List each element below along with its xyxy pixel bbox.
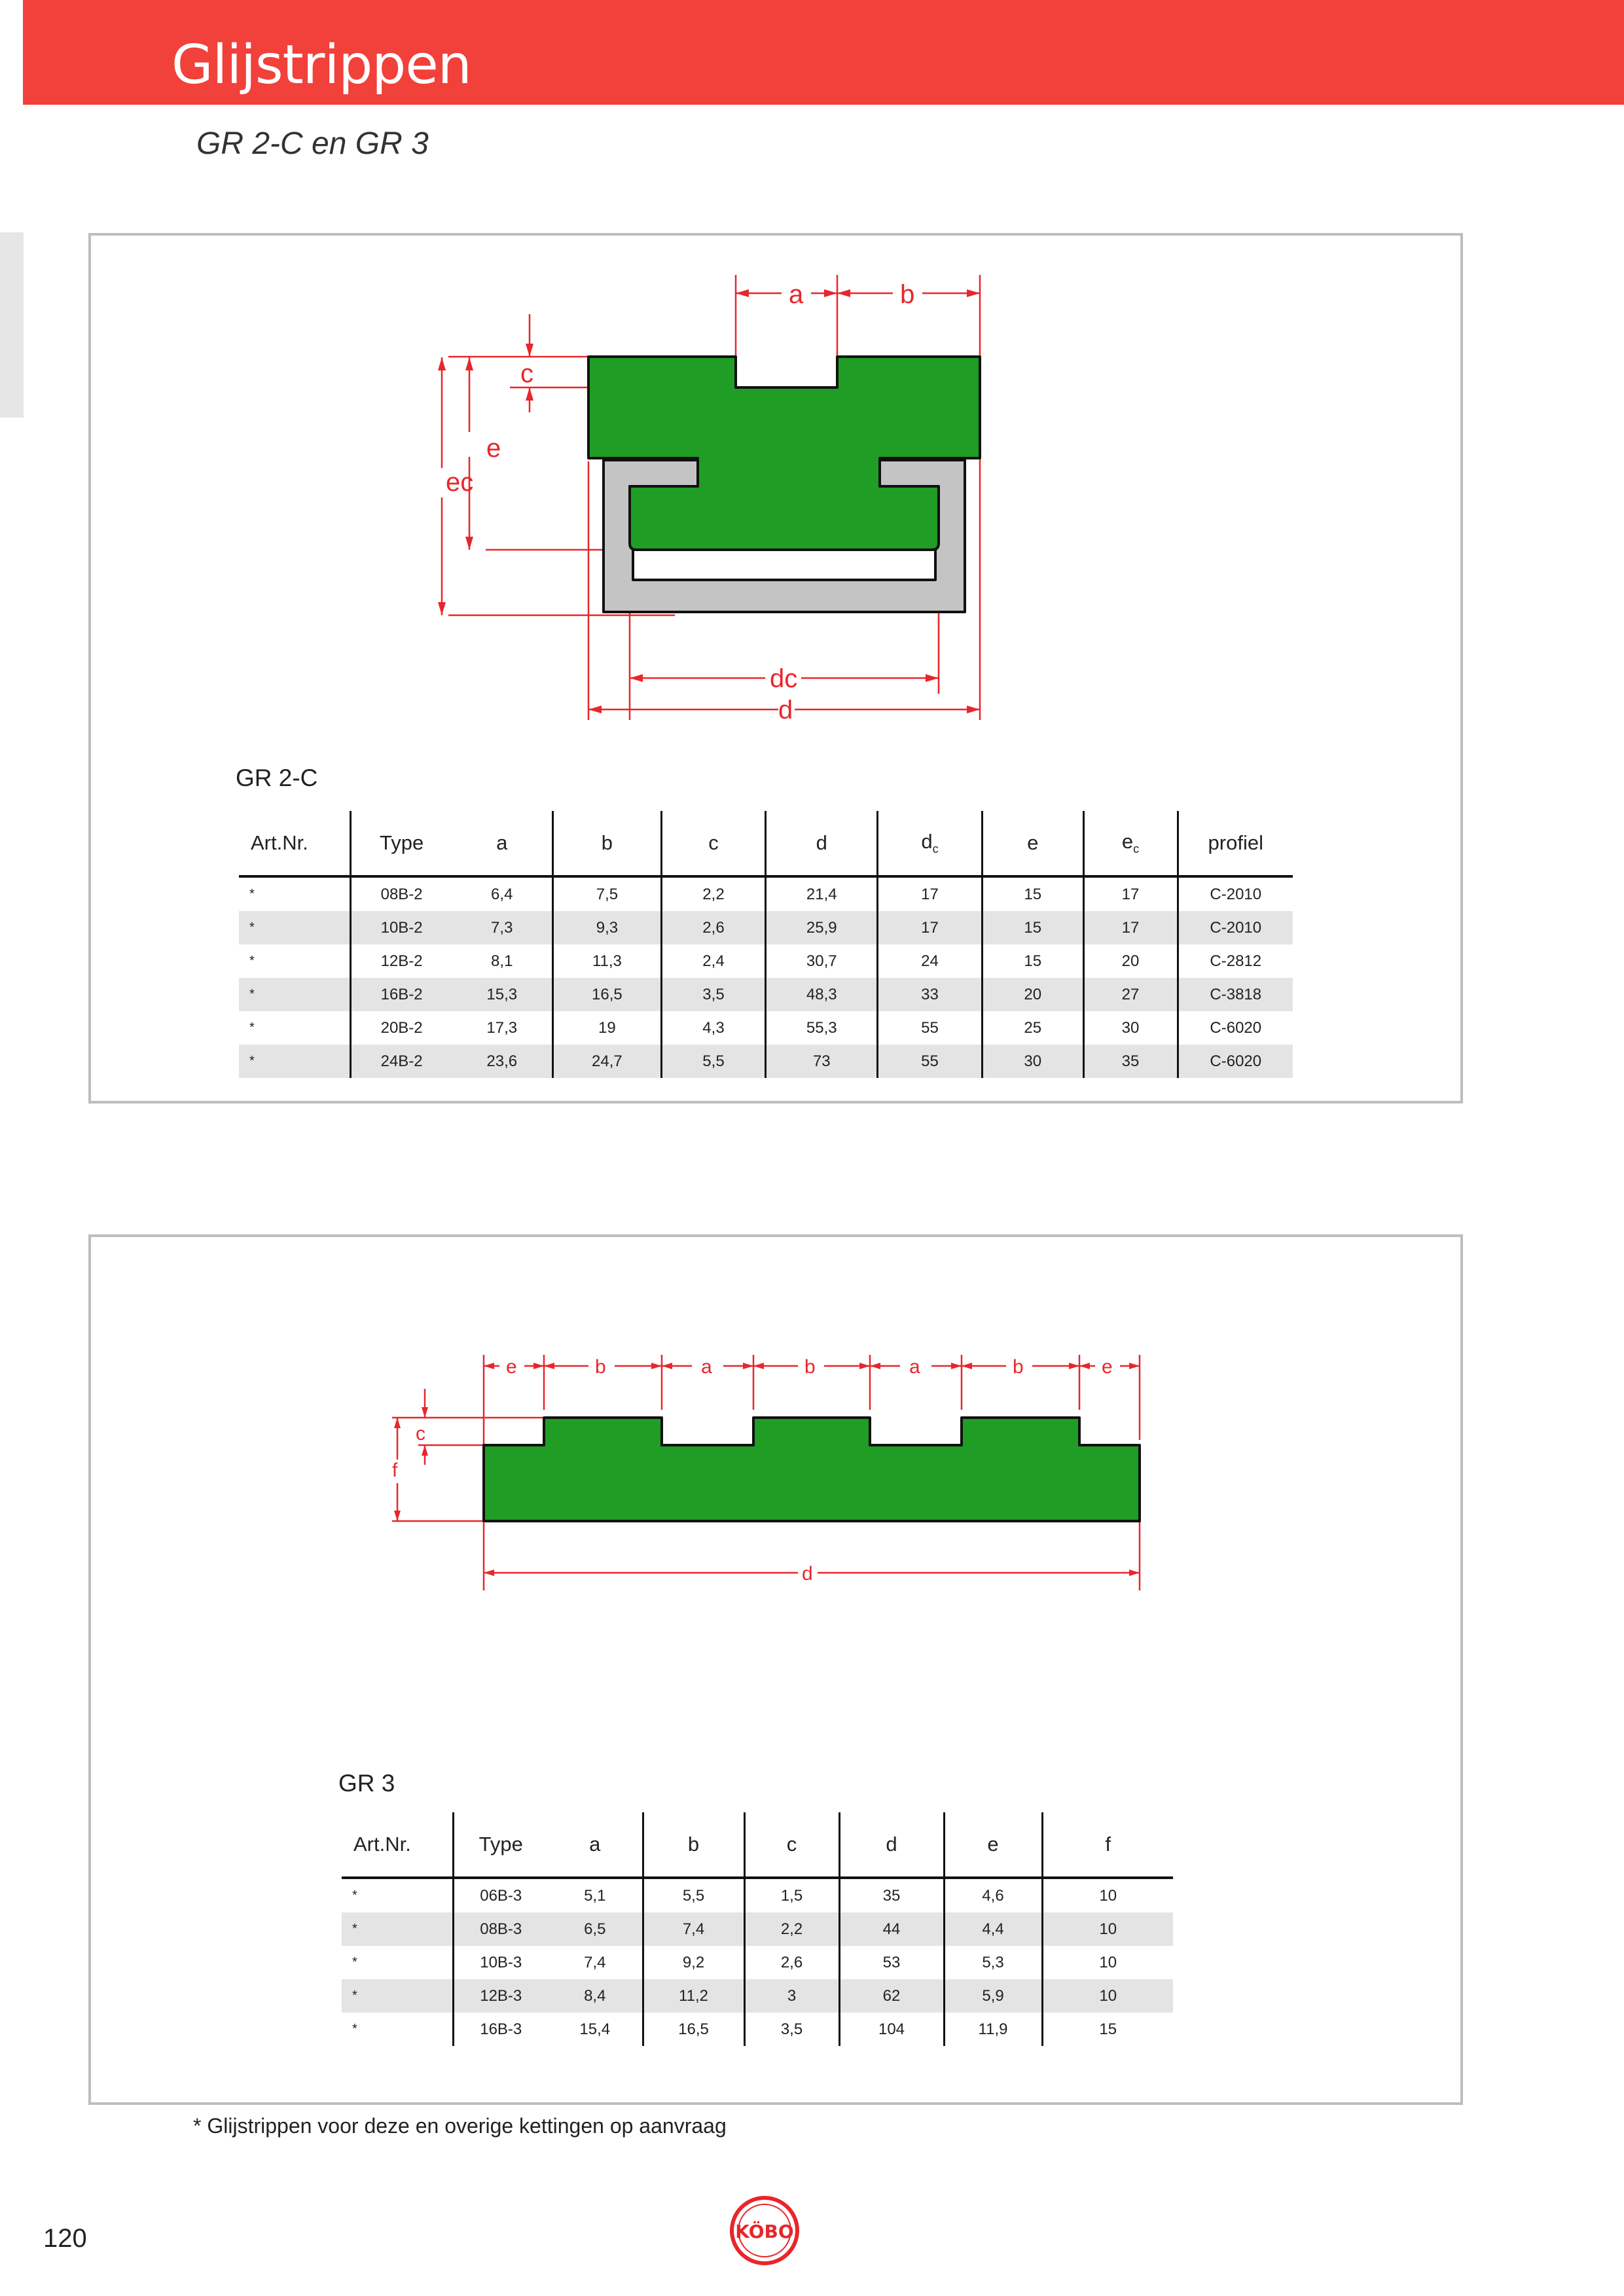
- cell-d: 62: [839, 1979, 944, 2013]
- col-header-f: f: [1105, 1833, 1111, 1856]
- cell-art: *: [239, 911, 351, 944]
- cell-type: 08B-2: [380, 885, 423, 903]
- cell-type: 20B-2: [380, 1018, 423, 1037]
- cell-dc: 55: [878, 1045, 983, 1078]
- gr2c-table-title: GR 2-C: [236, 764, 318, 791]
- col-header-e: e: [982, 811, 1083, 876]
- cell-e: 30: [982, 1045, 1083, 1078]
- table-row: [342, 1878, 1173, 1912]
- cell-b: 11,2: [643, 1979, 744, 2013]
- cell-art: *: [239, 944, 351, 978]
- cell-c: 3,5: [744, 2013, 839, 2046]
- dim-label-a-2: a: [909, 1356, 920, 1378]
- col-header-c: c: [744, 1812, 839, 1878]
- dim-label-e: e: [486, 434, 501, 463]
- cell-type: 12B-3: [453, 1979, 548, 2013]
- col-header-b: b: [553, 811, 661, 876]
- page-number: 120: [43, 2224, 87, 2253]
- dim-label-b-3: b: [1013, 1356, 1024, 1378]
- col-header-art: Art.Nr.: [239, 811, 351, 876]
- cell-art: *: [342, 1878, 453, 1912]
- cell-b: 19: [553, 1011, 661, 1045]
- dim-label-dc: dc: [770, 664, 798, 693]
- cell-art: *: [239, 876, 351, 911]
- cell-e: 4,6: [944, 1878, 1042, 1912]
- cell-a: 5,1: [548, 1878, 643, 1912]
- cell-a: 23,6: [452, 1045, 553, 1078]
- dim-label-f: f: [392, 1460, 398, 1481]
- cell-art: *: [239, 978, 351, 1011]
- cell-a: 7,3: [452, 911, 553, 944]
- cell-type: 12B-2: [380, 952, 423, 970]
- cell-art: *: [342, 1979, 453, 2013]
- cell-c: 2,2: [744, 1912, 839, 1946]
- cell-dc: 17: [878, 911, 983, 944]
- cell-dc: 17: [878, 876, 983, 911]
- gr3-table-title: GR 3: [338, 1770, 395, 1797]
- cell-c: 2,6: [661, 911, 766, 944]
- table-row: [239, 1045, 1293, 1078]
- cell-art: *: [342, 1946, 453, 1979]
- cell-a: 17,3: [452, 1011, 553, 1045]
- cell-art: *: [239, 1045, 351, 1078]
- cell-ec: 17: [1083, 876, 1178, 911]
- cell-profiel: C-2010: [1178, 911, 1293, 944]
- gr3-profile-shape: [484, 1418, 1140, 1521]
- col-header-ec-sub: c: [1133, 842, 1140, 856]
- cell-a: 6,5: [548, 1912, 643, 1946]
- cell-type: 10B-3: [480, 1953, 522, 1971]
- table-row: [239, 944, 1293, 978]
- dim-label-b-1: b: [595, 1356, 606, 1378]
- cell-d: 73: [766, 1045, 878, 1078]
- cell-e: 15: [982, 911, 1083, 944]
- cell-art: *: [342, 2013, 453, 2046]
- cell-c: 2,6: [744, 1946, 839, 1979]
- cell-f: 10: [1042, 1979, 1173, 2013]
- logo-text: KÖBO: [735, 2221, 794, 2242]
- col-header-type: Type: [478, 1833, 523, 1856]
- cell-f: 15: [1099, 2020, 1117, 2038]
- dim-label-c: c: [520, 359, 533, 388]
- cell-d: 21,4: [766, 876, 878, 911]
- cell-f: 10: [1099, 1886, 1117, 1905]
- cell-e: 15: [982, 944, 1083, 978]
- cell-a: 8,1: [452, 944, 553, 978]
- cell-a: 7,4: [548, 1946, 643, 1979]
- cell-ec: 17: [1083, 911, 1178, 944]
- col-header-d: d: [839, 1812, 944, 1878]
- gr2c-panel: [88, 233, 1463, 1103]
- cell-ec: 35: [1083, 1045, 1178, 1078]
- dim-label-b: b: [900, 280, 915, 309]
- dim-label-a: a: [789, 280, 804, 309]
- cell-e: 25: [982, 1011, 1083, 1045]
- cell-profiel: C-3818: [1178, 978, 1293, 1011]
- cell-b: 5,5: [643, 1878, 744, 1912]
- col-header-a: a: [548, 1812, 643, 1878]
- table-row: [342, 1946, 1173, 1979]
- dim-label-d: d: [778, 696, 793, 725]
- cell-d: 55,3: [766, 1011, 878, 1045]
- cell-type: 16B-2: [351, 978, 452, 1011]
- col-header-ec-base: e: [1121, 829, 1134, 853]
- col-header-type: Type: [380, 831, 424, 854]
- cell-d: 44: [839, 1912, 944, 1946]
- cell-e: 15: [982, 876, 1083, 911]
- cell-d: 30,7: [766, 944, 878, 978]
- cell-ec: 27: [1083, 978, 1178, 1011]
- cell-b: 9,3: [553, 911, 661, 944]
- cell-c: 3: [744, 1979, 839, 2013]
- dim-label-ec: ec: [446, 468, 474, 497]
- cell-dc: 33: [878, 978, 983, 1011]
- cell-b: 24,7: [553, 1045, 661, 1078]
- cell-f: 10: [1099, 1953, 1117, 1971]
- cell-d: 25,9: [766, 911, 878, 944]
- cell-dc: 55: [878, 1011, 983, 1045]
- cell-type: 24B-2: [351, 1045, 452, 1078]
- col-header-ec: [1083, 811, 1178, 876]
- page-subtitle: GR 2-C en GR 3: [196, 126, 429, 161]
- col-header-art: Art.Nr.: [342, 1812, 453, 1878]
- cell-art: *: [342, 1912, 453, 1946]
- cell-type: 06B-3: [480, 1886, 522, 1905]
- cell-a: 6,4: [452, 876, 553, 911]
- cell-a: 15,4: [548, 2013, 643, 2046]
- table-row: [342, 1979, 1173, 2013]
- dim-label-a-1: a: [701, 1356, 712, 1378]
- col-header-c: c: [661, 811, 766, 876]
- gr2c-table-body: [239, 876, 1293, 1078]
- cell-e: 20: [982, 978, 1083, 1011]
- cell-d: 35: [839, 1878, 944, 1912]
- cell-profiel: C-6020: [1178, 1045, 1293, 1078]
- gr3-diagram: [91, 1237, 1460, 1630]
- cell-c: 2,2: [661, 876, 766, 911]
- cell-f: 10: [1042, 1912, 1173, 1946]
- table-row: [239, 911, 1293, 944]
- col-header-b: b: [643, 1812, 744, 1878]
- cell-d: 53: [839, 1946, 944, 1979]
- cell-type: 16B-3: [480, 2020, 522, 2038]
- cell-type: 08B-3: [453, 1912, 548, 1946]
- cell-c: 2,4: [661, 944, 766, 978]
- gr2c-profile-shape: [588, 357, 980, 550]
- footnote: * Glijstrippen voor deze en overige kettingen op aanvraag: [193, 2114, 727, 2138]
- table-header-row: [342, 1812, 1173, 1878]
- table-row: [342, 1912, 1173, 1946]
- cell-a: 15,3: [452, 978, 553, 1011]
- cell-art: *: [239, 1011, 351, 1045]
- cell-a: 8,4: [548, 1979, 643, 2013]
- cell-e: 11,9: [944, 2013, 1042, 2046]
- gr3-table: [342, 1812, 1173, 2046]
- table-row: [239, 1011, 1293, 1045]
- cell-ec: 20: [1083, 944, 1178, 978]
- col-header-a: a: [452, 811, 553, 876]
- cell-b: 7,5: [553, 876, 661, 911]
- table-row: [239, 978, 1293, 1011]
- gr3-table-body: [342, 1878, 1173, 2046]
- gr2c-table: [239, 811, 1293, 1078]
- gr2c-diagram: [91, 236, 1460, 759]
- cell-profiel: C-2812: [1210, 952, 1262, 970]
- side-tab: [0, 232, 24, 418]
- cell-c: 1,5: [744, 1878, 839, 1912]
- cell-dc: 24: [878, 944, 983, 978]
- cell-c: 4,3: [661, 1011, 766, 1045]
- col-header-e: e: [944, 1812, 1042, 1878]
- cell-e: 4,4: [944, 1912, 1042, 1946]
- cell-b: 11,3: [553, 944, 661, 978]
- dim-label-d: d: [802, 1563, 813, 1585]
- col-header-dc: [878, 811, 983, 876]
- cell-e: 5,9: [944, 1979, 1042, 2013]
- dim-label-e-right: e: [1102, 1356, 1113, 1378]
- cell-d: 48,3: [766, 978, 878, 1011]
- col-header-d: d: [766, 811, 878, 876]
- cell-c: 5,5: [661, 1045, 766, 1078]
- cell-b: 9,2: [643, 1946, 744, 1979]
- cell-b: 16,5: [553, 978, 661, 1011]
- dim-label-e-left: e: [506, 1356, 517, 1378]
- cell-profiel: C-2010: [1210, 885, 1262, 903]
- col-header-dc-sub: c: [932, 842, 939, 856]
- cell-e: 5,3: [944, 1946, 1042, 1979]
- col-header-dc-base: d: [921, 829, 933, 853]
- cell-profiel: C-6020: [1210, 1018, 1262, 1037]
- cell-ec: 30: [1083, 1011, 1178, 1045]
- dim-label-c: c: [416, 1423, 425, 1444]
- page-title: Glijstrippen: [171, 34, 471, 96]
- cell-d: 104: [839, 2013, 944, 2046]
- cell-b: 7,4: [643, 1912, 744, 1946]
- cell-type: 10B-2: [351, 911, 452, 944]
- kobo-logo: [729, 2195, 801, 2267]
- col-header-profiel: profiel: [1208, 831, 1263, 854]
- table-row: [239, 876, 1293, 911]
- dim-label-b-2: b: [804, 1356, 816, 1378]
- cell-c: 3,5: [661, 978, 766, 1011]
- gr3-panel: [88, 1234, 1463, 2105]
- cell-b: 16,5: [643, 2013, 744, 2046]
- table-row: [342, 2013, 1173, 2046]
- table-header-row: [239, 811, 1293, 876]
